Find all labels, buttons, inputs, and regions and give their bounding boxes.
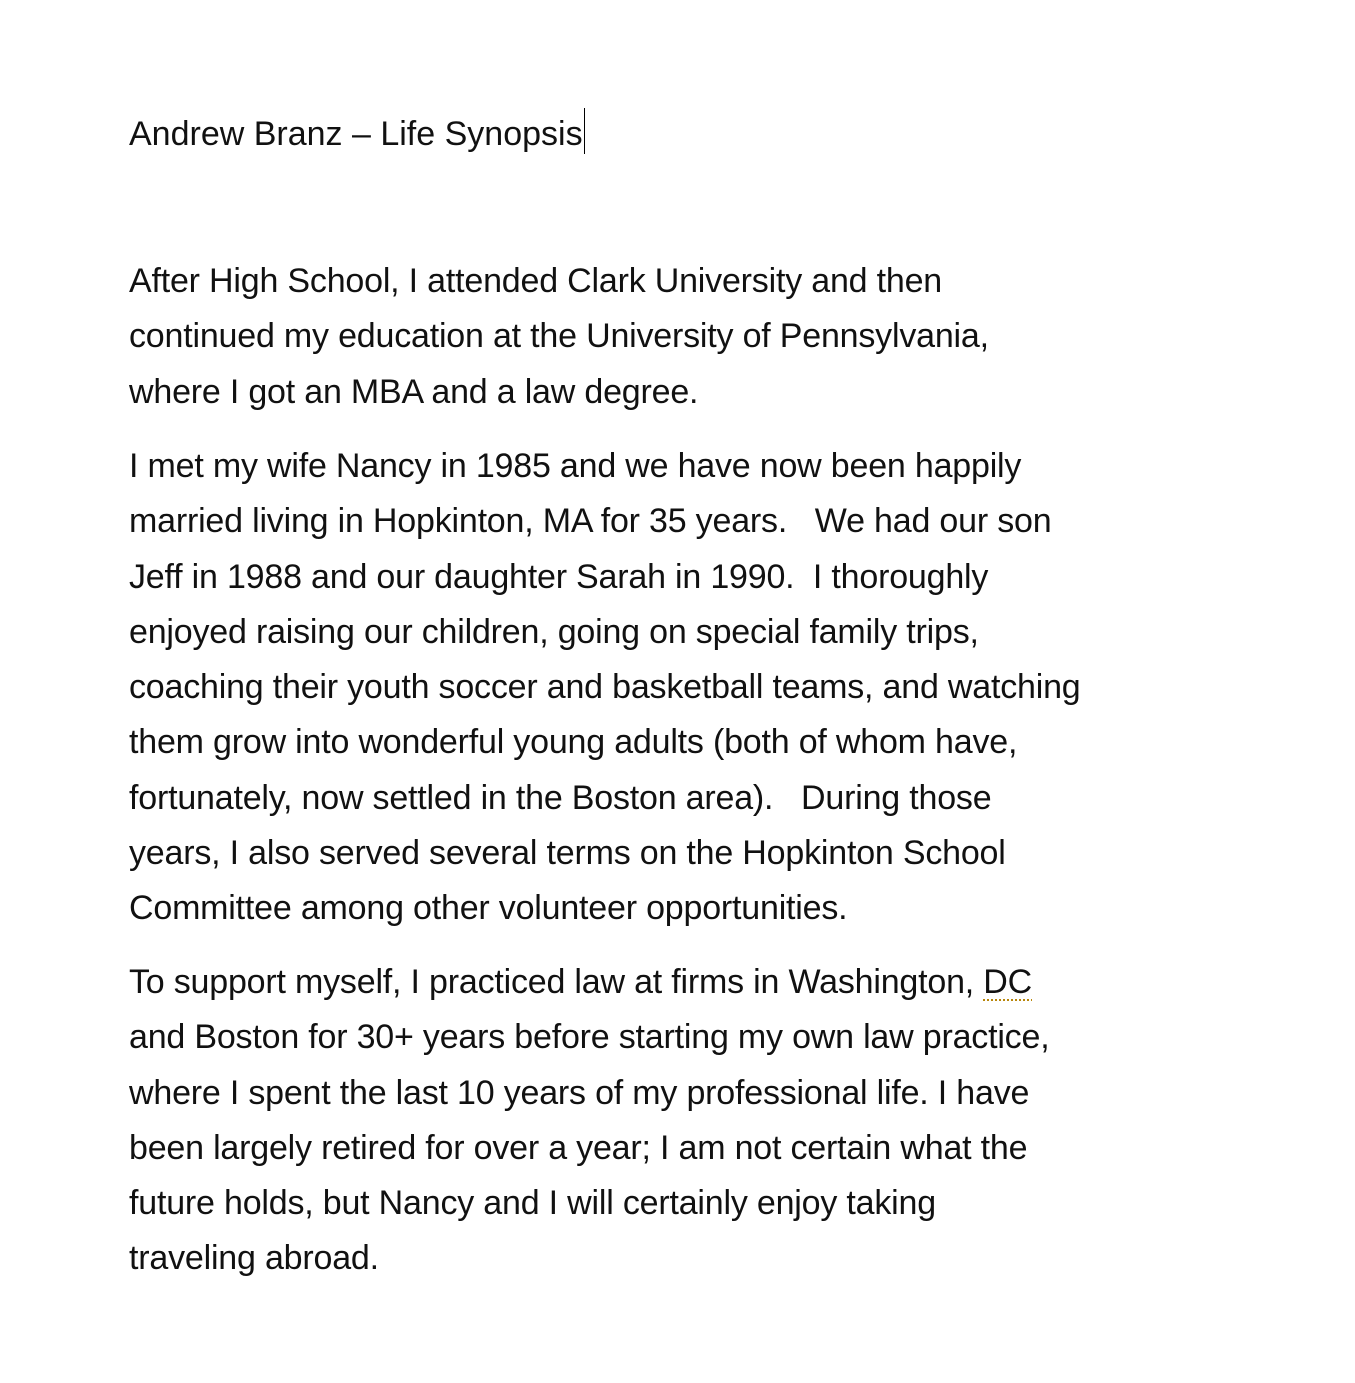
paragraph-line: fortunately, now settled in the Boston area). During those [129, 778, 992, 817]
paragraph-line: years, I also served several terms on the Hopkinton School [129, 834, 1006, 873]
paragraph-line: and Boston for 30+ years before starting my own law practice, [129, 1018, 1050, 1057]
document-title: Andrew Branz – Life Synopsis [129, 115, 583, 153]
paragraph-line: enjoyed raising our children, going on special family trips, [129, 612, 979, 651]
paragraph-line: traveling abroad. [129, 1239, 379, 1278]
paragraph-line: where I got an MBA and a law degree. [129, 372, 699, 411]
paragraph-line: been largely retired for over a year; I am not certain what the [129, 1128, 1028, 1167]
paragraph-line: them grow into wonderful young adults (both of whom have, [129, 723, 1018, 762]
paragraph-line: married living in Hopkinton, MA for 35 years. We had our son [129, 502, 1052, 541]
text-cursor [584, 108, 585, 154]
paragraph-line: continued my education at the University of Pennsylvania, [129, 317, 989, 356]
grammar-flagged-word[interactable]: DC [983, 963, 1032, 1001]
paragraph-family[interactable] [129, 439, 1239, 937]
line-text: To support myself, I practiced law at firms in Washington, [129, 963, 984, 1001]
paragraph-education[interactable] [129, 254, 1239, 420]
paragraph-line: where I spent the last 10 years of my professional life. I have [129, 1073, 1030, 1112]
paragraph-line: future holds, but Nancy and I will certainly enjoy taking [129, 1184, 936, 1223]
paragraph-line-first [129, 955, 1239, 1010]
paragraph-career[interactable] [129, 955, 1239, 1287]
document-title-line[interactable] [129, 108, 585, 160]
paragraph-line: Committee among other volunteer opportunities. [129, 889, 848, 928]
paragraph-line: coaching their youth soccer and basketball teams, and watching [129, 668, 1081, 707]
paragraph-line: After High School, I attended Clark University and then [129, 262, 942, 300]
paragraph-line: I met my wife Nancy in 1985 and we have now been happily [129, 447, 1022, 485]
paragraph-line: Jeff in 1988 and our daughter Sarah in 1990. I thoroughly [129, 557, 989, 596]
